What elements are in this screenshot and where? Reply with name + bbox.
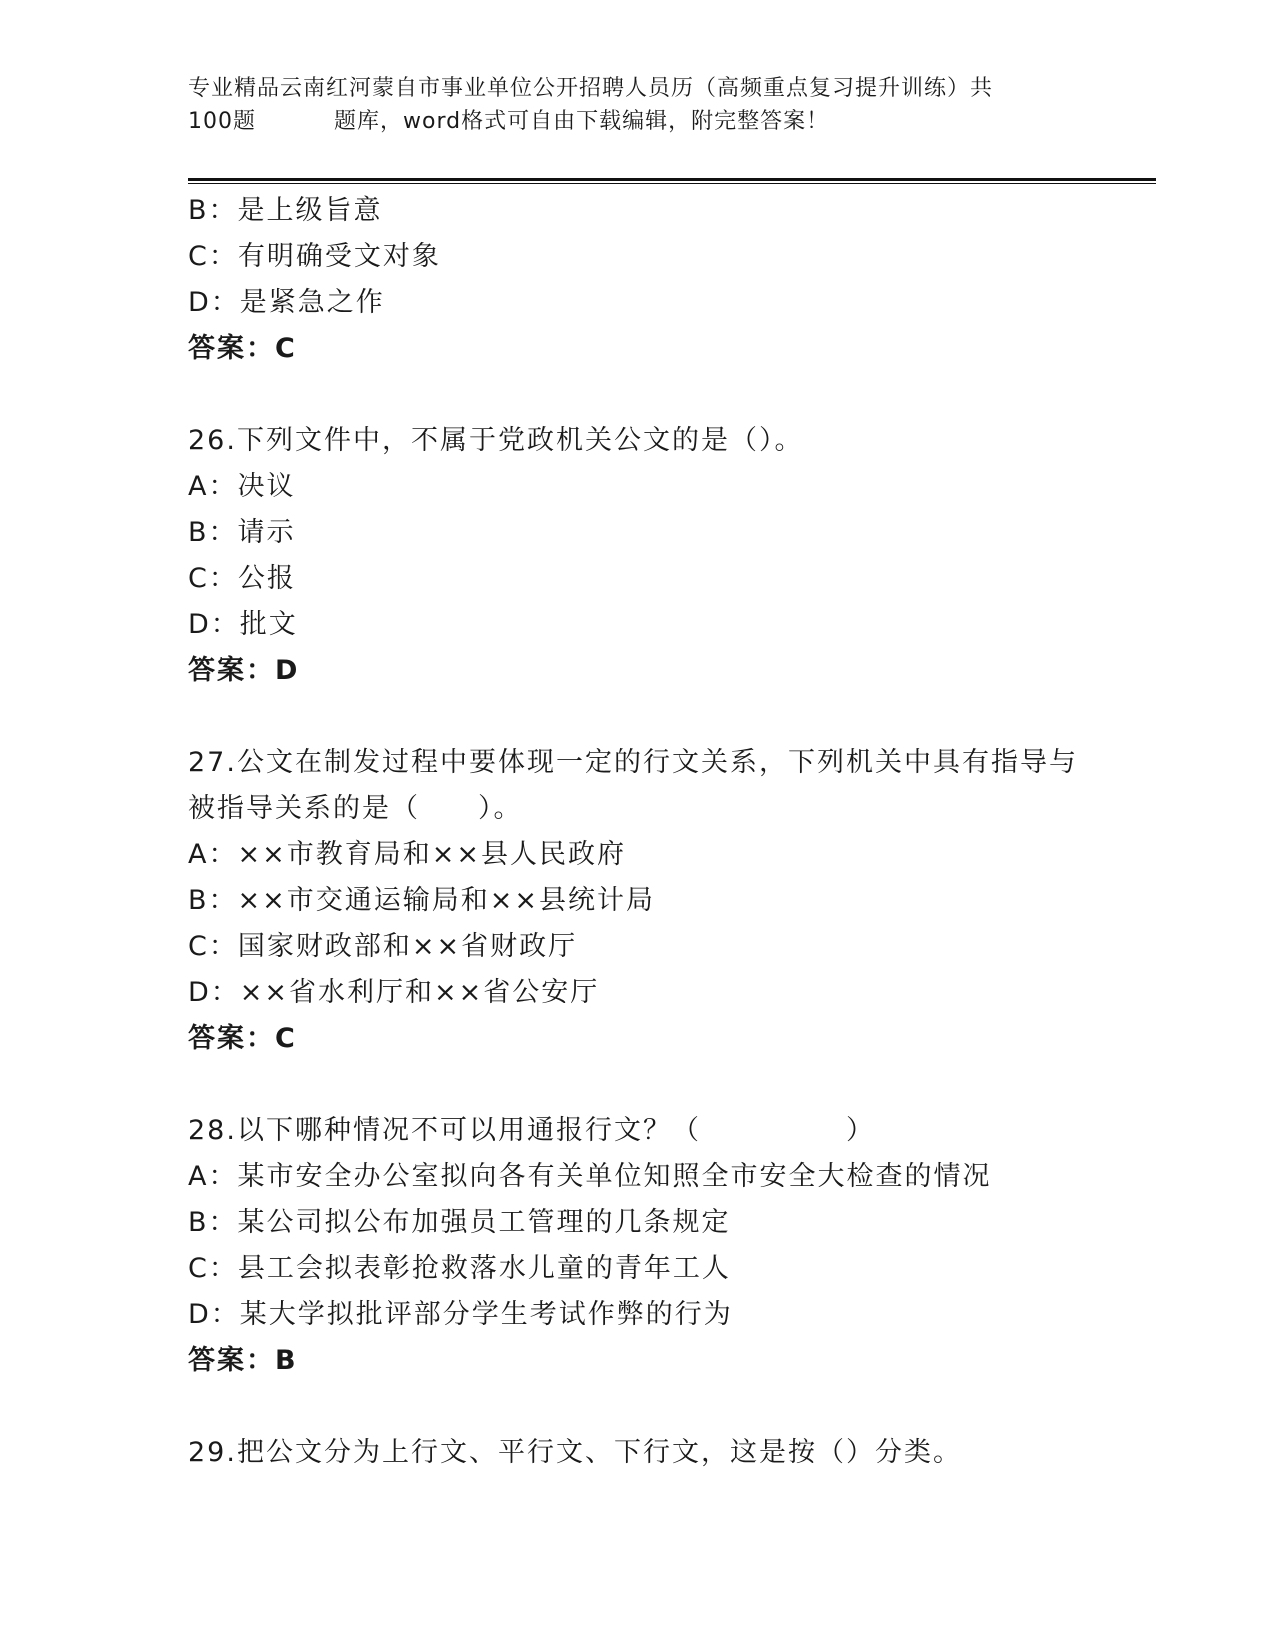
option-line: A：××市教育局和××县人民政府 (188, 839, 626, 870)
option-line: B：某公司拟公布加强员工管理的几条规定 (188, 1207, 731, 1238)
option-line: A：决议 (188, 471, 296, 502)
header-line-1: 专业精品云南红河蒙自市事业单位公开招聘人员历（高频重点复习提升训练）共 (188, 76, 994, 101)
document-header (188, 72, 1088, 138)
option-line: B：××市交通运输局和××县统计局 (188, 885, 656, 916)
option-line: D：某大学拟批评部分学生考试作弊的行为 (188, 1299, 733, 1330)
header-count: 100题 (188, 109, 256, 134)
option-line: C：国家财政部和××省财政厅 (188, 931, 578, 962)
header-rule-thick (188, 178, 1156, 181)
header-description: 题库，word格式可自由下载编辑，附完整答案！ (334, 109, 830, 134)
answer-line: 答案：C (188, 1023, 297, 1054)
option-line: D：是紧急之作 (188, 287, 385, 318)
header-rule-thin (188, 183, 1156, 184)
question-block-28 (188, 1108, 1156, 1384)
option-line: C：县工会拟表彰抢救落水儿童的青年工人 (188, 1253, 731, 1284)
question-stem: 27.公文在制发过程中要体现一定的行文关系，下列机关中具有指导与 (188, 747, 1078, 778)
answer-line: 答案：B (188, 1345, 298, 1376)
answer-line: 答案：D (188, 655, 300, 686)
option-line: A：某市安全办公室拟向各有关单位知照全市安全大检查的情况 (188, 1161, 992, 1192)
question-stem: 26.下列文件中，不属于党政机关公文的是（）。 (188, 425, 804, 456)
question-stem: 29.把公文分为上行文、平行文、下行文，这是按（）分类。 (188, 1437, 962, 1468)
question-content (188, 188, 1156, 1476)
option-line: B：是上级旨意 (188, 195, 383, 226)
question-block-26 (188, 418, 1156, 694)
question-block-29 (188, 1430, 1156, 1476)
answer-line: 答案：C (188, 333, 297, 364)
option-line: D：批文 (188, 609, 298, 640)
prev-question-block (188, 188, 1156, 372)
question-block-27 (188, 740, 1156, 1062)
question-stem: 28.以下哪种情况不可以用通报行文？（ ） (188, 1115, 875, 1146)
option-line: B：请示 (188, 517, 296, 548)
option-line: D：××省水利厅和××省公安厅 (188, 977, 600, 1008)
option-line: C：公报 (188, 563, 296, 594)
header-line-2 (188, 105, 1088, 138)
question-stem-continued: 被指导关系的是（ ）。 (188, 793, 523, 824)
option-line: C：有明确受文对象 (188, 241, 441, 272)
